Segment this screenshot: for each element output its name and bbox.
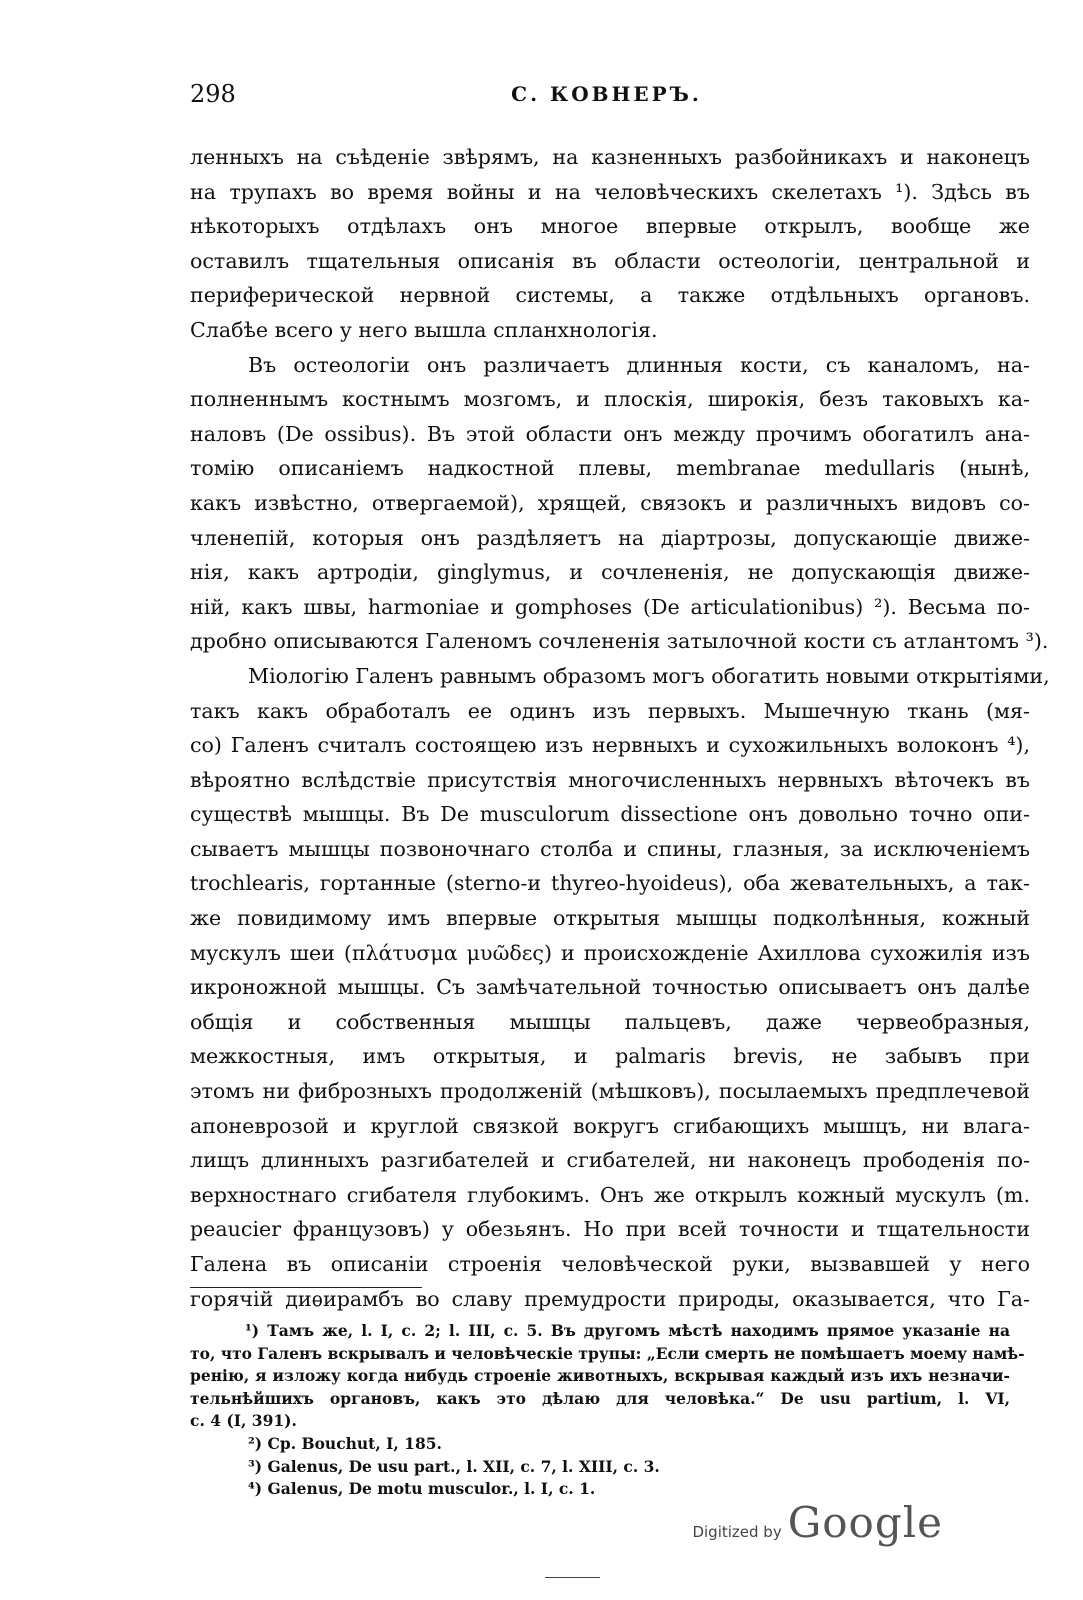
footnote-line: c. 4 (I, 391). [190,1411,297,1431]
body-line: этомъ ни фиброзныхъ продолженій (мѣшковъ), посылаемыхъ предплечевой [190,1079,1030,1104]
body-line: членепій, которыя онъ раздѣляетъ на діартрозы, допускающіе движе- [190,525,1030,550]
body-line: Міологію Галенъ равнымъ образомъ могъ обогатить новыми открытіями, [248,663,1050,688]
body-line: peaucier французовъ) у обезьянъ. Но при всей точности и тщательности [190,1217,1030,1242]
body-line: такъ какъ обработалъ ее одинъ изъ первыхъ. Мышечную ткань (мя- [190,698,1030,723]
digitized-by-google-watermark [692,1498,943,1547]
google-logo: Google [787,1498,943,1547]
body-line: нія, какъ артродіи, ginglymus, и сочлененія, не допускающія движе- [190,560,1030,585]
footnote-line: ¹) Тамъ же, l. I, c. 2; l. III, c. 5. Въ другомъ мѣстѣ находимъ прямое указаніе на [245,1321,1010,1340]
footnote-line: ²) Cp. Bouchut, I, 185. [248,1433,442,1453]
watermark-prefix: Digitized by [692,1523,782,1541]
body-line: вѣроятно вслѣдствіе присутствія многочисленныхъ нервныхъ вѣточекъ въ [190,767,1030,792]
footnote-separator [190,1287,422,1289]
body-line: ленныхъ на съѣденіе звѣрямъ, на казненныхъ разбойникахъ и наконецъ [190,145,1030,169]
running-title: С. КОВНЕРЪ. [511,82,702,106]
body-line: межкостныя, имъ открытыя, и palmaris brevis, не забывъ при [190,1044,1030,1069]
body-line: верхностнаго сгибателя глубокимъ. Онъ же открылъ кожный мускулъ (m. [190,1182,1030,1207]
footnotes [190,1320,1025,1501]
footnote-line: ренію, я изложу когда нибудь строеніе животныхъ, вскрывая каждый изъ ихъ незначи- [190,1366,1010,1386]
scan-mark [545,1577,600,1578]
body-line: наловъ (De ossibus). Въ этой области онъ между прочимъ обогатилъ ана- [190,421,1030,446]
body-line: горячій диѳирамбъ во славу премудрости природы, оказывается, что Га- [190,1286,1030,1311]
body-line: полненнымъ костнымъ мозгомъ, и плоскія, широкія, безъ таковыхъ ка- [190,387,1030,412]
footnote-line: то, что Галенъ вскрывалъ и человѣческіе трупы: „Если смерть не помѣшаетъ моему намѣ- [190,1343,1025,1363]
body-line: мускулъ шеи (πλάτυσμα μυῶδες) и происхожденіе Ахиллова сухожилія изъ [190,940,1030,965]
footnote-line: ⁴) Galenus, De motu musculor., l. I, c. 1. [248,1479,596,1499]
footnote-line: тельнѣйшихъ органовъ, какъ это дѣлаю для человѣка.“ De usu partium, l. VI, [190,1388,1010,1408]
body-line: Галена въ описаніи строенія человѣческой руки, вызвавшей у него [190,1252,1030,1276]
body-text [190,140,1050,1316]
body-line: нѣкоторыхъ отдѣлахъ онъ многое впервые открылъ, вообще же [190,214,1030,239]
page-number: 298 [190,80,236,108]
page-header [190,80,1023,120]
body-line: лищъ длинныхъ разгибателей и сгибателей, ни наконецъ прободенія по- [190,1148,1030,1173]
footnote-line: ³) Galenus, De usu part., l. XII, c. 7, l. XIII, c. 3. [248,1456,660,1476]
body-line: оставилъ тщательныя описанія въ области остеологіи, центральной и [190,248,1030,273]
body-line: сываетъ мышцы позвоночнаго столба и спины, глазныя, за исключеніемъ [190,836,1030,861]
body-line: общія и собственныя мышцы пальцевъ, даже червеобразныя, [190,1009,1030,1034]
body-line: существѣ мышцы. Въ De musculorum dissectione онъ довольно точно опи- [190,802,1030,827]
body-line: же повидимому имъ впервые открытыя мышцы подколѣнныя, кожный [190,906,1030,931]
body-line: trochlearis, гортанные (sterno-и thyreo-hyoideus), оба жевательныхъ, а так- [190,871,1030,896]
body-line: Слабѣе всего у него вышла спланхнологія. [190,317,658,342]
body-line: апоневрозой и круглой связкой вокругъ сгибающихъ мышцъ, ни влага- [190,1113,1030,1138]
body-line: какъ извѣстно, отвергаемой), хрящей, связокъ и различныхъ видовъ со- [190,490,1030,515]
body-line: ній, какъ швы, harmoniae и gomphoses (De articulationibus) ²). Весьма по- [190,594,1030,619]
body-line: на трупахъ во время войны и на человѣческихъ скелетахъ ¹). Здѣсь въ [190,179,1030,204]
body-line: томію описаніемъ надкостной плевы, membranae medullaris (нынѣ, [190,456,1030,481]
body-line: со) Галенъ считалъ состоящею изъ нервныхъ и сухожильныхъ волоконъ ⁴), [190,733,1030,758]
body-line: дробно описываются Галеномъ сочлененія затылочной кости съ атлантомъ ³). [190,629,1049,654]
body-line: Въ остеологіи онъ различаетъ длинныя кости, съ каналомъ, на- [248,352,1030,377]
body-line: периферической нервной системы, а также отдѣльныхъ органовъ. [190,283,1030,308]
body-line: икроножной мышцы. Съ замѣчательной точностью описываетъ онъ далѣе [190,975,1030,1000]
